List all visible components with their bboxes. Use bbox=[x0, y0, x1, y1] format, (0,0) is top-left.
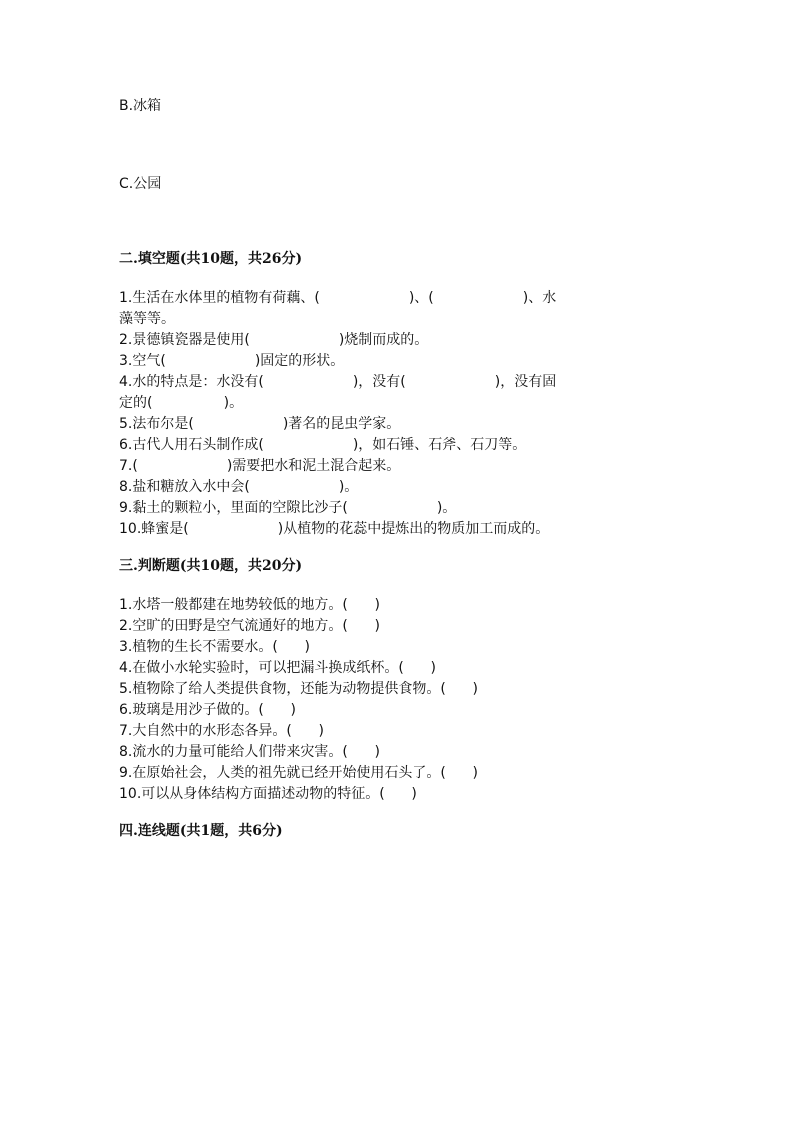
section-true-false-title: 三.判断题(共10题，共20分) bbox=[119, 558, 303, 574]
section-fill-blank-title: 二.填空题(共10题，共26分) bbox=[119, 251, 303, 267]
judge-question-line: 6.玻璃是用沙子做的。( ) bbox=[119, 702, 296, 718]
section-matching-title: 四.连线题(共1题，共6分) bbox=[119, 823, 283, 839]
fill-question-line: 2.景德镇瓷器是使用( )烧制而成的。 bbox=[119, 332, 429, 348]
fill-question-line: 4.水的特点是：水没有( )，没有( )，没有固 bbox=[119, 374, 557, 390]
fill-question-line: 9.黏土的颗粒小，里面的空隙比沙子( )。 bbox=[119, 500, 457, 516]
judge-question-line: 2.空旷的田野是空气流通好的地方。( ) bbox=[119, 618, 380, 634]
option-b: B.冰箱 bbox=[119, 98, 162, 114]
judge-question-line: 10.可以从身体结构方面描述动物的特征。( ) bbox=[119, 786, 417, 802]
judge-question-line: 5.植物除了给人类提供食物，还能为动物提供食物。( ) bbox=[119, 681, 478, 697]
fill-question-line: 1.生活在水体里的植物有荷藕、( )、( )、水 bbox=[119, 290, 557, 306]
fill-question-line: 7.( )需要把水和泥土混合起来。 bbox=[119, 458, 401, 474]
judge-question-line: 8.流水的力量可能给人们带来灾害。( ) bbox=[119, 744, 380, 760]
judge-question-line: 1.水塔一般都建在地势较低的地方。( ) bbox=[119, 597, 380, 613]
judge-question-line: 7.大自然中的水形态各异。( ) bbox=[119, 723, 324, 739]
judge-question-line: 9.在原始社会，人类的祖先就已经开始使用石头了。( ) bbox=[119, 765, 478, 781]
fill-question-line: 5.法布尔是( )著名的昆虫学家。 bbox=[119, 416, 401, 432]
judge-question-line: 3.植物的生长不需要水。( ) bbox=[119, 639, 310, 655]
judge-question-line: 4.在做小水轮实验时，可以把漏斗换成纸杯。( ) bbox=[119, 660, 436, 676]
fill-question-line: 6.古代人用石头制作成( )，如石锤、石斧、石刀等。 bbox=[119, 437, 527, 453]
fill-question-line: 3.空气( )固定的形状。 bbox=[119, 353, 345, 369]
fill-question-line: 定的( )。 bbox=[119, 395, 244, 411]
fill-question-line: 10.蜂蜜是( )从植物的花蕊中提炼出的物质加工而成的。 bbox=[119, 521, 550, 537]
option-c: C.公园 bbox=[119, 176, 162, 192]
fill-question-line: 8.盐和糖放入水中会( )。 bbox=[119, 479, 359, 495]
fill-question-line: 藻等等。 bbox=[119, 311, 175, 327]
